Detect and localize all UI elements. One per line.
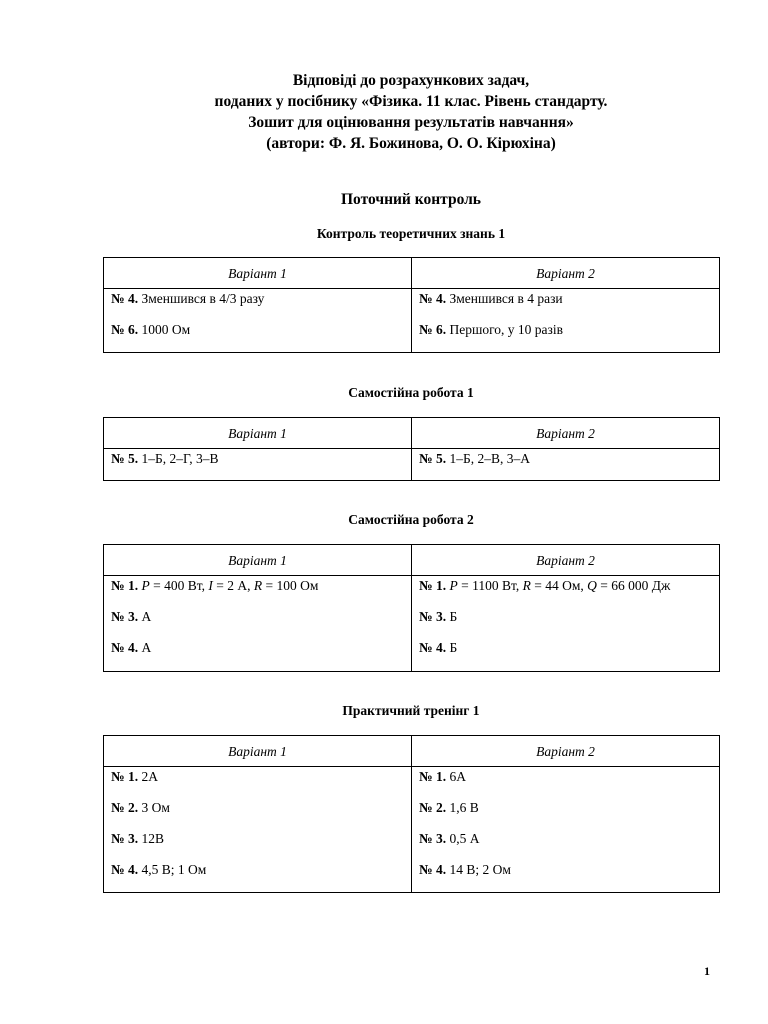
header-line-2: поданих у посібнику «Фізика. 11 клас. Рівень стандарту. (214, 93, 608, 110)
document-header (0, 70, 768, 154)
variant-1-header: Варіант 1 (104, 258, 412, 289)
variant-1-answers (104, 767, 412, 893)
answer-line: № 1. 2А (111, 769, 158, 784)
answer-line: № 4. Зменшився в 4 рази (419, 291, 563, 306)
header-line-4: (автори: Ф. Я. Божинова, О. О. Кірюхіна) (266, 135, 556, 152)
answers-table (103, 257, 720, 353)
answer-line: № 2. 1,6 В (419, 800, 479, 815)
variant-1-header: Варіант 1 (104, 545, 412, 576)
block-title: Контроль теоретичних знань 1 (316, 226, 506, 241)
variant-2-answers (412, 289, 720, 353)
section-title: Поточний контроль (340, 191, 482, 208)
variant-1-header: Варіант 1 (104, 736, 412, 767)
variant-2-answers (412, 767, 720, 893)
header-line-1: Відповіді до розрахункових задач, (292, 72, 530, 89)
answer-line: № 1. P = 400 Вт, I = 2 А, R = 100 Ом (111, 578, 319, 593)
answer-line: № 6. 1000 Ом (111, 322, 191, 337)
answers-table (103, 417, 720, 481)
answer-line: № 5. 1–Б, 2–В, 3–А (419, 451, 530, 466)
answer-line: № 2. 3 Ом (111, 800, 170, 815)
variant-1-answers (104, 289, 412, 353)
answer-line: № 3. 12В (111, 831, 164, 846)
variant-2-header: Варіант 2 (412, 418, 720, 449)
variant-1-header: Варіант 1 (104, 418, 412, 449)
answer-line: № 4. 4,5 В; 1 Ом (111, 862, 207, 877)
answer-line: № 3. А (111, 609, 152, 624)
header-line-3: Зошит для оцінювання результатів навчання» (248, 114, 574, 131)
answer-line: № 4. А (111, 640, 152, 655)
answers-table (103, 544, 720, 672)
answer-line: № 1. P = 1100 Вт, R = 44 Ом, Q = 66 000 Дж (419, 578, 671, 593)
variant-1-answers (104, 449, 412, 481)
variant-2-answers (412, 576, 720, 672)
variant-2-header: Варіант 2 (412, 545, 720, 576)
answer-line: № 4. Зменшився в 4/3 разу (111, 291, 265, 306)
block-title: Самостійна робота 1 (348, 385, 474, 400)
page-number: 1 (704, 964, 710, 978)
variant-2-answers (412, 449, 720, 481)
variant-2-header: Варіант 2 (412, 258, 720, 289)
block-title: Самостійна робота 2 (348, 512, 474, 527)
variant-2-header: Варіант 2 (412, 736, 720, 767)
answer-line: № 6. Першого, у 10 разів (419, 322, 563, 337)
answer-line: № 5. 1–Б, 2–Г, 3–В (111, 451, 219, 466)
block-title: Практичний тренінг 1 (342, 703, 480, 718)
answer-line: № 3. 0,5 А (419, 831, 480, 846)
answer-line: № 4. 14 В; 2 Ом (419, 862, 511, 877)
answer-line: № 4. Б (419, 640, 458, 655)
answer-line: № 3. Б (419, 609, 458, 624)
answers-table (103, 735, 720, 893)
variant-1-answers (104, 576, 412, 672)
answer-line: № 1. 6А (419, 769, 466, 784)
